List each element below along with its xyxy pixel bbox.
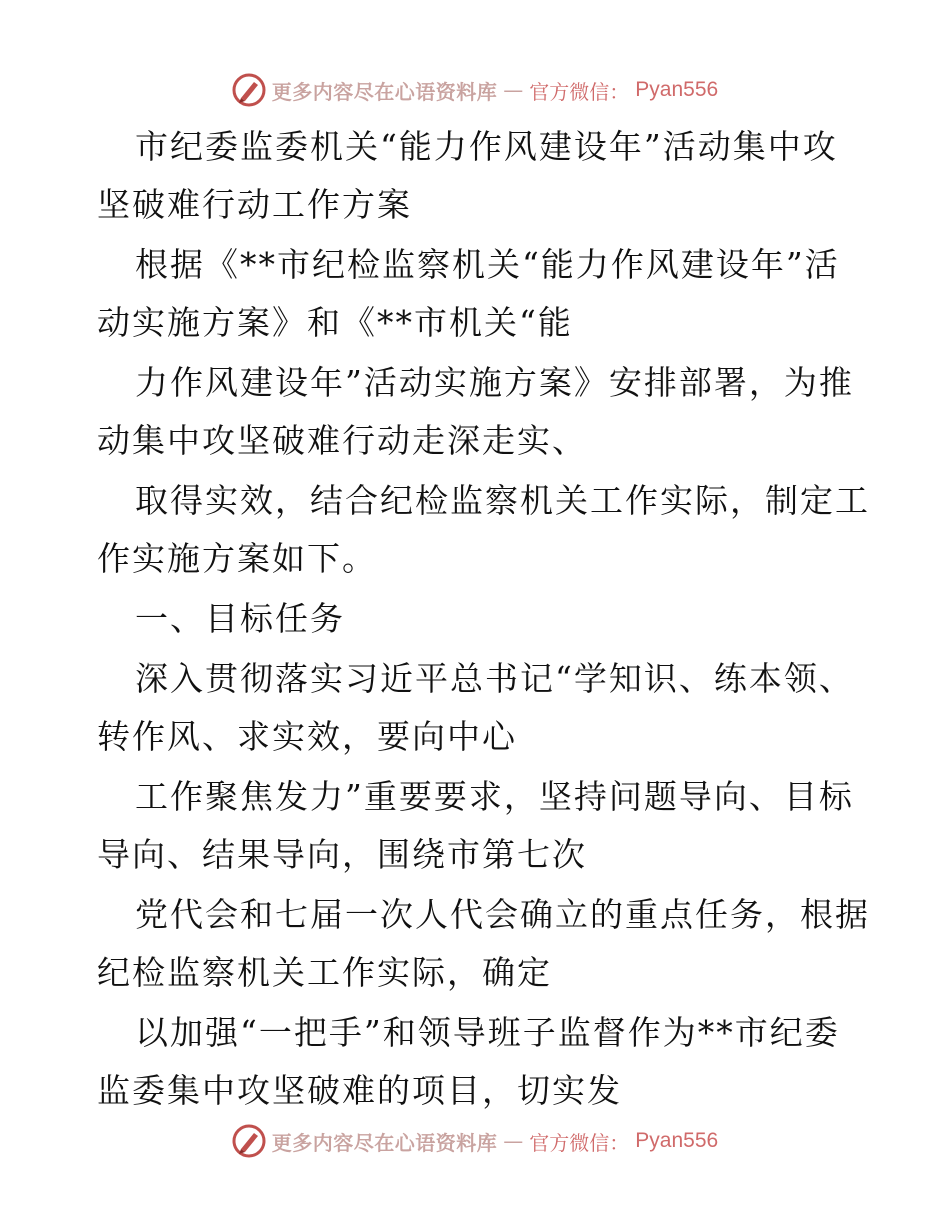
wechat-id: Pyan556	[635, 78, 719, 101]
paragraph-line: 取得实效，结合纪检监察机关工作实际，制定工	[135, 481, 870, 520]
paragraph-line: 监委集中攻坚破难的项目，切实发	[97, 1071, 622, 1110]
watermark-text: 更多内容尽在心语资料库	[271, 79, 498, 104]
paragraph-line: 工作聚焦发力”重要要求，坚持问题导向、目标	[135, 777, 854, 816]
wechat-label: 官方微信：	[529, 79, 630, 104]
pen-logo-icon	[232, 1124, 266, 1158]
paragraph-line: 以加强“一把手”和领导班子监督作为**市纪委	[135, 1013, 840, 1052]
watermark-text: 更多内容尽在心语资料库	[271, 1130, 498, 1155]
paragraph-line: 力作风建设年”活动实施方案》安排部署，为推	[135, 363, 854, 402]
paragraph-line: 作实施方案如下。	[97, 539, 377, 578]
pen-logo-icon	[232, 73, 266, 107]
paragraph-line: 导向、结果导向，围绕市第七次	[97, 835, 587, 874]
wechat-label: 官方微信：	[529, 1130, 630, 1155]
footer-watermark	[0, 1121, 950, 1161]
wechat-id: Pyan556	[635, 1129, 719, 1152]
paragraph-line: 纪检监察机关工作实际，确定	[97, 953, 552, 992]
document-title-line-1: 市纪委监委机关“能力作风建设年”活动集中攻	[135, 127, 838, 166]
paragraph-line: 动实施方案》和《**市机关“能	[97, 303, 573, 342]
document-title-line-2: 坚破难行动工作方案	[97, 185, 412, 224]
paragraph-line: 深入贯彻落实习近平总书记“学知识、练本领、	[135, 659, 854, 698]
header-watermark	[0, 70, 950, 110]
paragraph-line: 动集中攻坚破难行动走深走实、	[97, 421, 587, 460]
watermark-dash: —	[503, 1129, 524, 1153]
paragraph-line: 转作风、求实效，要向中心	[97, 717, 517, 756]
section-heading: 一、目标任务	[135, 599, 345, 638]
paragraph-line: 根据《**市纪检监察机关“能力作风建设年”活	[135, 245, 840, 284]
paragraph-line: 党代会和七届一次人代会确立的重点任务，根据	[135, 895, 870, 934]
watermark-dash: —	[503, 78, 524, 102]
